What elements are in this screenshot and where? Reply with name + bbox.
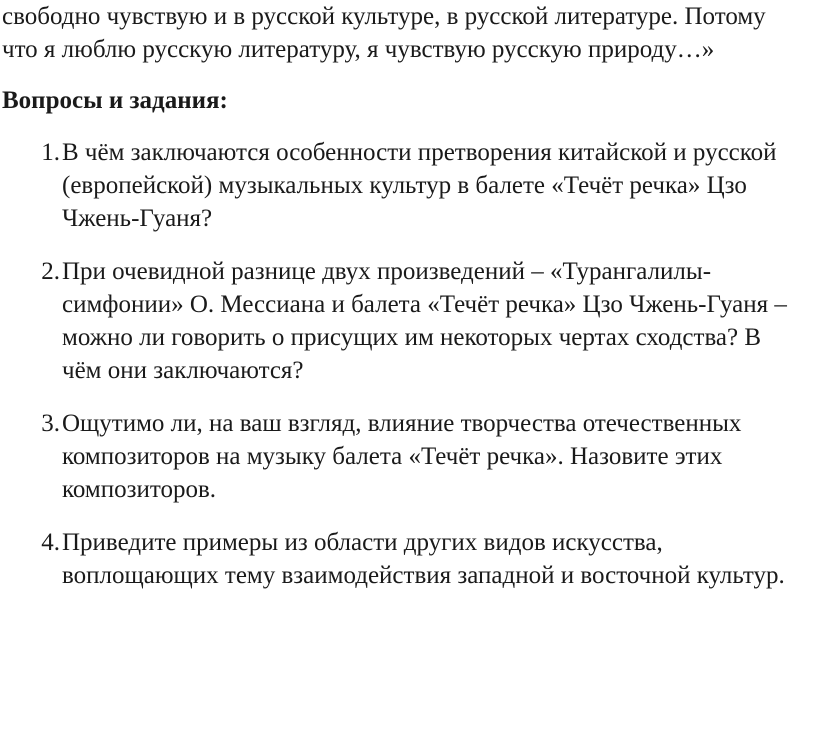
list-item xyxy=(2,136,806,235)
questions-list xyxy=(2,136,806,592)
section-heading: Вопросы и задания: xyxy=(2,87,228,114)
list-item xyxy=(2,407,806,506)
list-item xyxy=(2,526,806,592)
list-item-number: 2. xyxy=(41,258,60,285)
list-item-text: Приведите примеры из области других видов искусства, воплощающих тему взаимодействия западной и восточной культур. xyxy=(62,529,785,589)
list-item-text: В чём заключаются особенности претворения китайской и русской (европейской) музыкальных культур в балете «Течёт речка» Цзо Чжень-Гуаня? xyxy=(62,139,777,232)
list-item-text: Ощутимо ли, на ваш взгляд, влияние творчества отечественных композиторов на музыку балета «Течёт речка». Назовите этих композиторов. xyxy=(62,410,742,503)
list-item-number: 4. xyxy=(41,529,60,556)
list-item-number: 3. xyxy=(41,410,60,437)
list-item xyxy=(2,255,806,387)
list-item-text: При очевидной разнице двух произведений – «Турангалилы-симфонии» О. Мессиана и балета «Течёт речка» Цзо Чжень-Гуаня – можно ли говорить о присущих им некоторых чертах сходства? В чём они заключаются? xyxy=(62,258,787,384)
list-item-number: 1. xyxy=(41,139,60,166)
intro-paragraph: свободно чувствую и в русской культуре, в русской литературе. Потому что я люблю русскую литературу, я чувствую русскую природу…» xyxy=(2,3,766,63)
